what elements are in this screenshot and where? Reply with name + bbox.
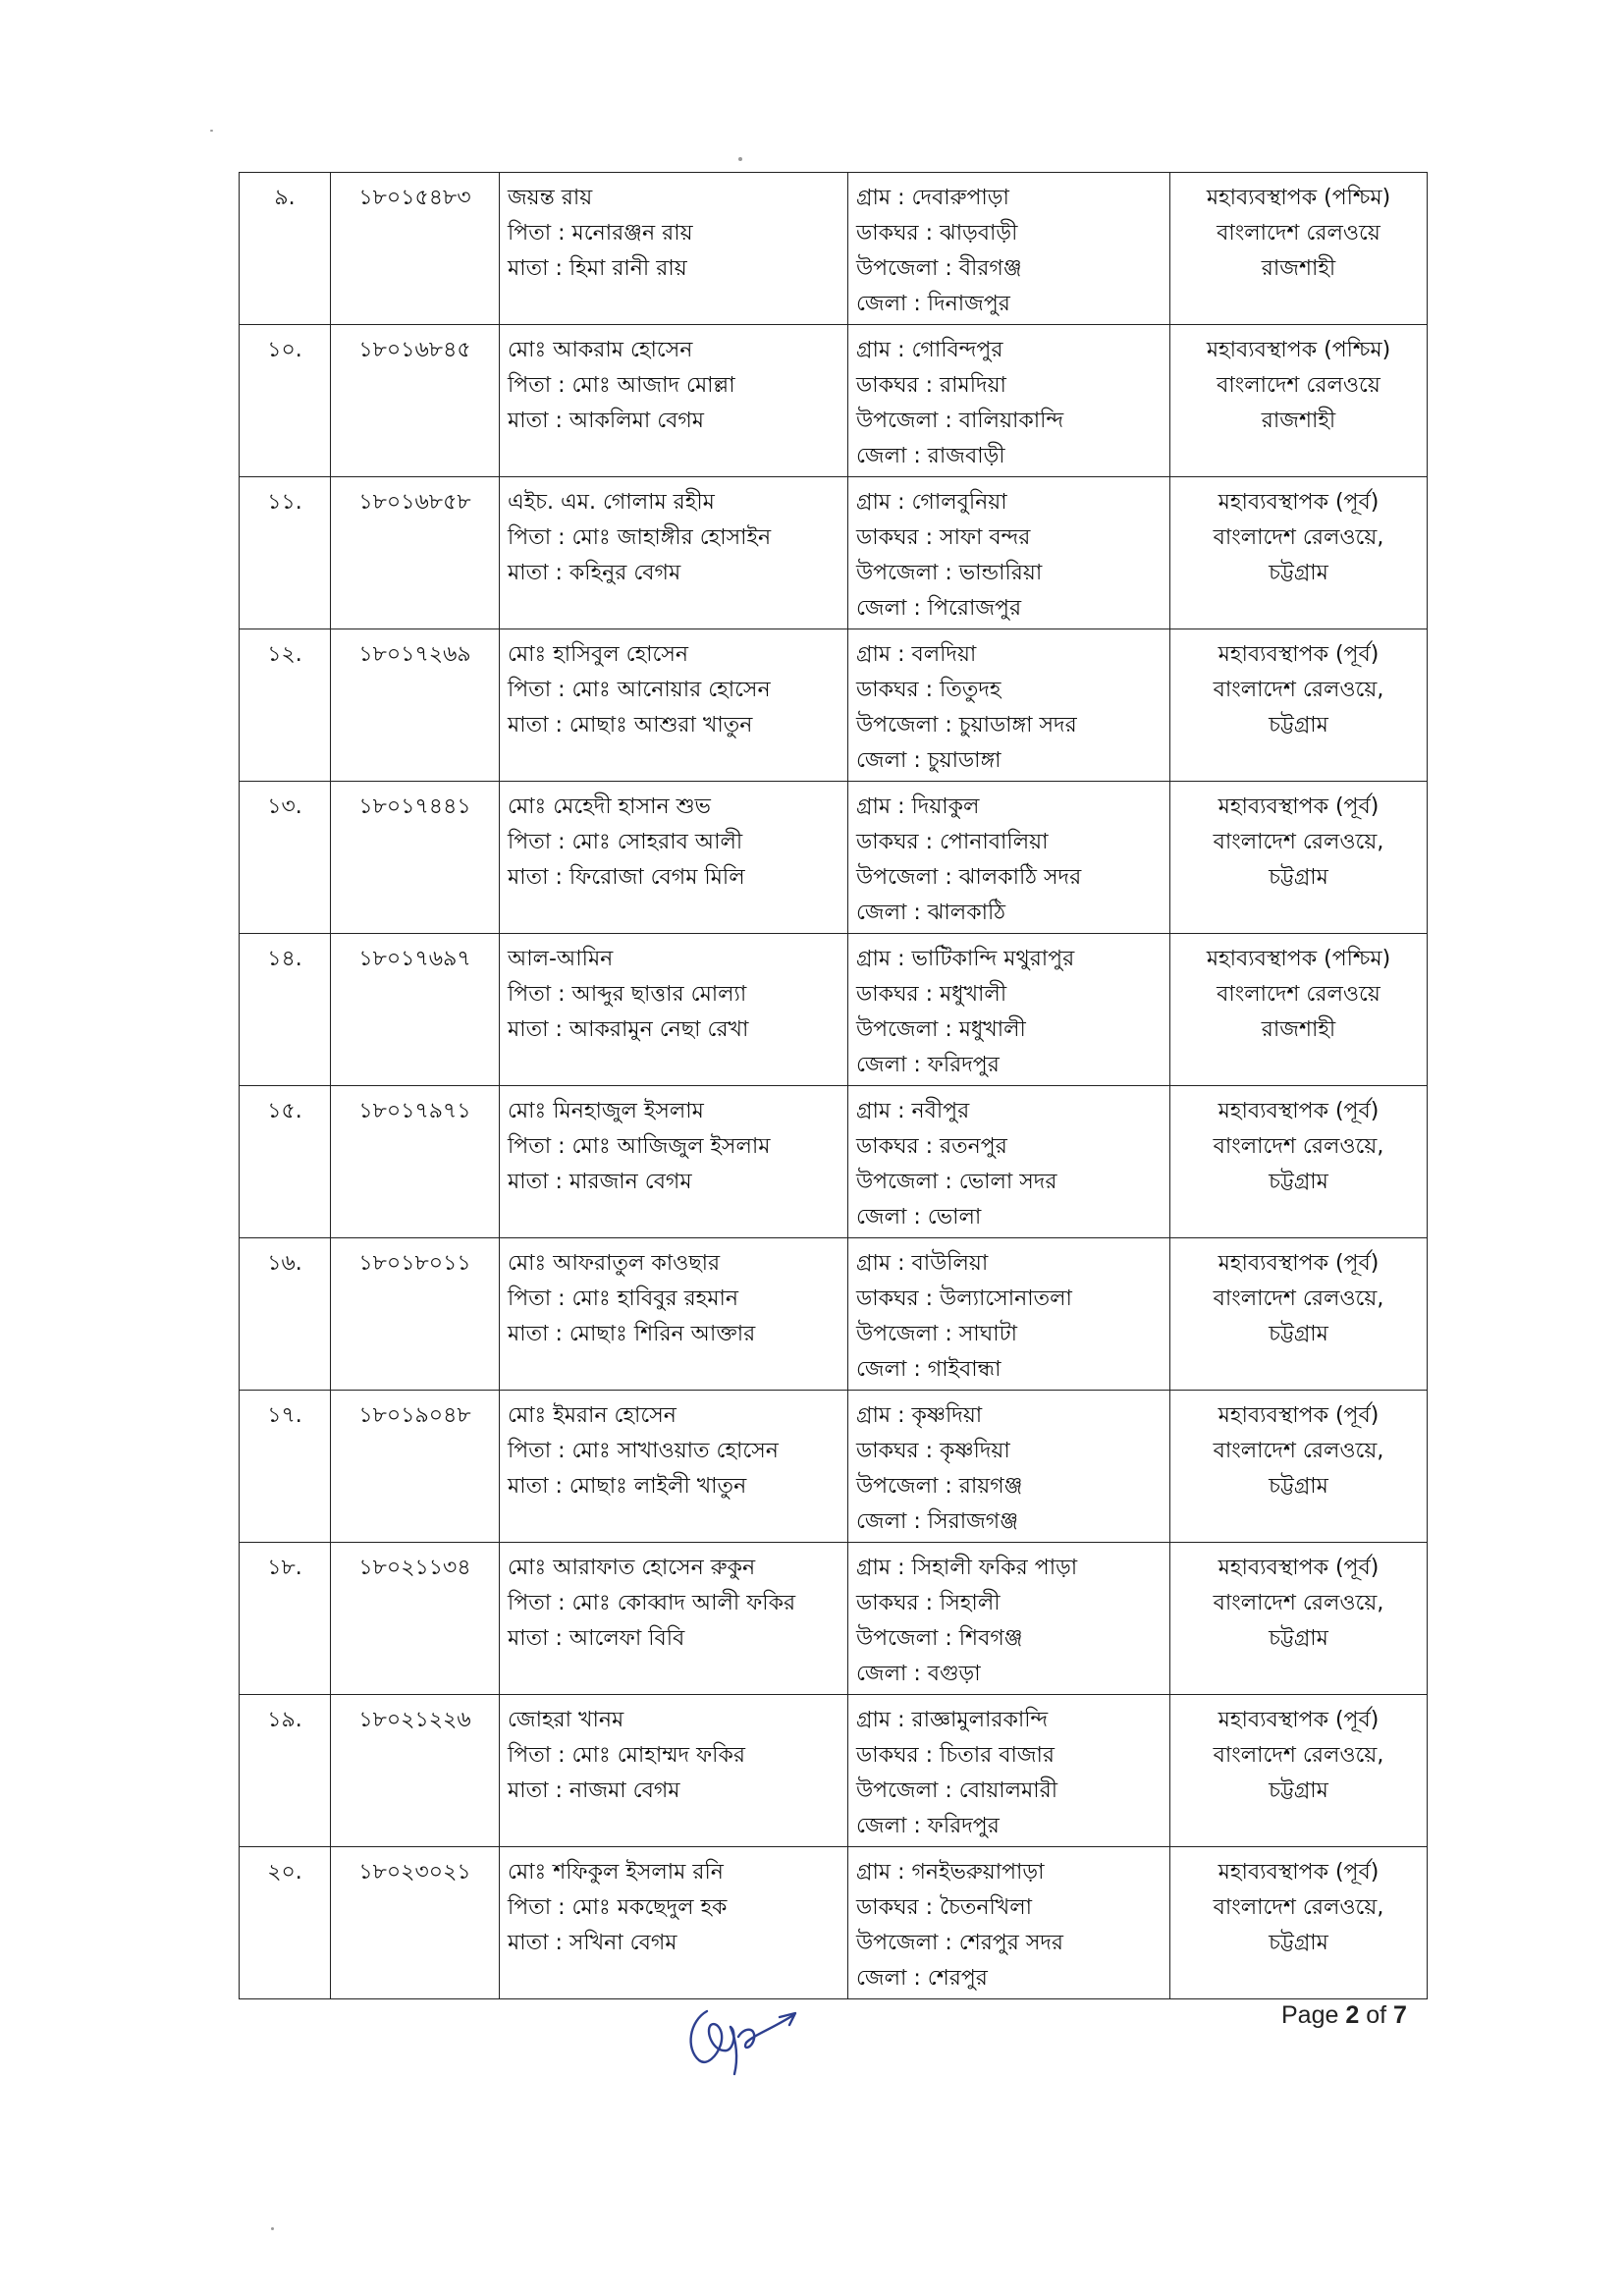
serial-number: ৯.: [274, 186, 296, 210]
father-name: পিতা : মোঃ আনোয়ার হোসেন: [508, 678, 771, 702]
father-name: পিতা : মোঃ জাহাঙ্গীর হোসাইন: [508, 525, 772, 550]
address-upazila: উপজেলা : শিবগঞ্জ: [856, 1626, 1023, 1651]
office-line-2: বাংলাদেশ রেলওয়ে,: [1213, 1439, 1384, 1463]
table-row: [240, 1238, 1428, 1391]
address-village: গ্রাম : বাউলিয়া: [856, 1251, 989, 1276]
address-post-office: ডাকঘর : চৈতনখিলা: [856, 1895, 1032, 1920]
roll-cell: [331, 629, 500, 782]
address-village: গ্রাম : কৃষ্ণদিয়া: [856, 1403, 983, 1428]
table-row: [240, 1847, 1428, 1999]
address-cell: [848, 1543, 1170, 1695]
table-row: [240, 934, 1428, 1086]
roll-cell: [331, 1391, 500, 1543]
table-row: [240, 1695, 1428, 1847]
mother-name: মাতা : ফিরোজা বেগম মিলি: [508, 865, 745, 890]
office-line-3: চট্টগ্রাম: [1269, 1322, 1328, 1346]
scan-speck: [210, 130, 213, 132]
address-village: গ্রাম : নবীপুর: [856, 1099, 970, 1123]
address-district: জেলা : বগুড়া: [856, 1662, 981, 1686]
office-line-2: বাংলাদেশ রেলওয়ে,: [1213, 525, 1384, 550]
address-upazila: উপজেলা : ভোলা সদর: [856, 1170, 1057, 1194]
serial-number: ১২.: [267, 642, 302, 667]
office-line-1: মহাব্যবস্থাপক (পশ্চিম): [1206, 947, 1391, 971]
mother-name: মাতা : আলেফা বিবি: [508, 1626, 685, 1651]
mother-name: মাতা : কহিনুর বেগম: [508, 561, 681, 585]
address-district: জেলা : ফরিদপুর: [856, 1053, 1000, 1077]
page-word: Page: [1281, 2001, 1339, 2029]
address-post-office: ডাকঘর : রতনপুর: [856, 1134, 1007, 1159]
mother-name: মাতা : মোছাঃ আশুরা খাতুন: [508, 713, 753, 738]
office-line-3: চট্টগ্রাম: [1269, 1931, 1328, 1955]
candidate-name: এইচ. এম. গোলাম রহীম: [508, 490, 715, 515]
records-table-body: [240, 173, 1428, 1999]
candidate-name: মোঃ ইমরান হোসেন: [508, 1403, 677, 1428]
address-post-office: ডাকঘর : ঝাড়বাড়ী: [856, 221, 1018, 246]
address-cell: [848, 173, 1170, 325]
office-line-2: বাংলাদেশ রেলওয়ে,: [1213, 1134, 1384, 1159]
candidate-name: মোঃ মেহেদী হাসান শুভ: [508, 794, 711, 819]
address-cell: [848, 1086, 1170, 1238]
address-cell: [848, 1238, 1170, 1391]
father-name: পিতা : মোঃ আজিজুল ইসলাম: [508, 1134, 771, 1159]
signature-icon: [677, 1992, 815, 2080]
table-row: [240, 477, 1428, 629]
of-word: of: [1366, 2001, 1387, 2029]
address-upazila: উপজেলা : বালিয়াকান্দি: [856, 409, 1064, 433]
serial-cell: [240, 1391, 331, 1543]
address-upazila: উপজেলা : চুয়াডাঙ্গা সদর: [856, 713, 1077, 738]
office-line-2: বাংলাদেশ রেলওয়ে: [1217, 373, 1380, 398]
address-village: গ্রাম : দিয়াকুল: [856, 794, 980, 819]
current-page: 2: [1345, 2001, 1360, 2029]
name-cell: [500, 934, 848, 1086]
roll-cell: [331, 1847, 500, 1999]
roll-cell: [331, 934, 500, 1086]
serial-number: ২০.: [267, 1860, 302, 1885]
name-cell: [500, 629, 848, 782]
address-village: গ্রাম : গোলবুনিয়া: [856, 490, 1007, 515]
serial-number: ১৬.: [267, 1251, 302, 1276]
address-post-office: ডাকঘর : তিতুদহ: [856, 678, 1001, 702]
address-upazila: উপজেলা : রায়গঞ্জ: [856, 1474, 1023, 1499]
office-cell: [1170, 1847, 1428, 1999]
office-line-3: চট্টগ্রাম: [1269, 1626, 1328, 1651]
roll-number: ১৮০১৫৪৮৩: [358, 186, 471, 210]
address-district: জেলা : সিরাজগঞ্জ: [856, 1509, 1018, 1534]
address-upazila: উপজেলা : বীরগঞ্জ: [856, 256, 1022, 281]
office-line-2: বাংলাদেশ রেলওয়ে: [1217, 221, 1380, 246]
serial-cell: [240, 1238, 331, 1391]
name-cell: [500, 477, 848, 629]
roll-cell: [331, 173, 500, 325]
candidate-name: জয়ন্ত রায়: [508, 186, 593, 210]
address-district: জেলা : ঝালকাঠি: [856, 901, 1006, 925]
address-district: জেলা : দিনাজপুর: [856, 292, 1010, 316]
address-district: জেলা : শেরপুর: [856, 1966, 988, 1991]
father-name: পিতা : মোঃ হাবিবুর রহমান: [508, 1286, 738, 1311]
office-line-3: রাজশাহী: [1261, 256, 1336, 281]
name-cell: [500, 1847, 848, 1999]
office-line-1: মহাব্যবস্থাপক (পূর্ব): [1218, 1556, 1380, 1580]
office-line-1: মহাব্যবস্থাপক (পূর্ব): [1218, 1251, 1380, 1276]
table-row: [240, 1543, 1428, 1695]
serial-cell: [240, 1847, 331, 1999]
address-cell: [848, 1391, 1170, 1543]
address-upazila: উপজেলা : মধুখালী: [856, 1017, 1026, 1042]
address-post-office: ডাকঘর : সিহালী: [856, 1591, 1001, 1615]
office-cell: [1170, 173, 1428, 325]
mother-name: মাতা : হিমা রানী রায়: [508, 256, 687, 281]
address-cell: [848, 477, 1170, 629]
office-line-1: মহাব্যবস্থাপক (পূর্ব): [1218, 794, 1380, 819]
address-cell: [848, 629, 1170, 782]
father-name: পিতা : মোঃ আজাদ মোল্লা: [508, 373, 735, 398]
roll-cell: [331, 1695, 500, 1847]
office-line-3: চট্টগ্রাম: [1269, 561, 1328, 585]
candidate-name: আল-আমিন: [508, 947, 614, 971]
father-name: পিতা : মোঃ সোহরাব আলী: [508, 830, 743, 854]
mother-name: মাতা : সখিনা বেগম: [508, 1931, 677, 1955]
office-line-2: বাংলাদেশ রেলওয়ে,: [1213, 830, 1384, 854]
serial-cell: [240, 1086, 331, 1238]
office-line-2: বাংলাদেশ রেলওয়ে,: [1213, 1895, 1384, 1920]
address-upazila: উপজেলা : সাঘাটা: [856, 1322, 1018, 1346]
address-cell: [848, 782, 1170, 934]
roll-number: ১৮০১৭৬৯৭: [358, 947, 471, 971]
address-cell: [848, 325, 1170, 477]
father-name: পিতা : মোঃ মোহাম্মদ ফকির: [508, 1743, 745, 1768]
office-cell: [1170, 1086, 1428, 1238]
address-cell: [848, 1847, 1170, 1999]
office-line-3: চট্টগ্রাম: [1269, 865, 1328, 890]
address-district: জেলা : রাজবাড়ী: [856, 444, 1005, 468]
address-post-office: ডাকঘর : চিতার বাজার: [856, 1743, 1055, 1768]
address-village: গ্রাম : ভাটিকান্দি মথুরাপুর: [856, 947, 1075, 971]
address-village: গ্রাম : সিহালী ফকির পাড়া: [856, 1556, 1078, 1580]
records-table: [239, 172, 1428, 1999]
table-row: [240, 1391, 1428, 1543]
address-upazila: উপজেলা : ঝালকাঠি সদর: [856, 865, 1082, 890]
roll-cell: [331, 477, 500, 629]
office-line-2: বাংলাদেশ রেলওয়ে,: [1213, 1743, 1384, 1768]
office-line-1: মহাব্যবস্থাপক (পশ্চিম): [1206, 338, 1391, 362]
name-cell: [500, 1086, 848, 1238]
roll-cell: [331, 782, 500, 934]
office-line-2: বাংলাদেশ রেলওয়ে,: [1213, 678, 1384, 702]
office-line-1: মহাব্যবস্থাপক (পূর্ব): [1218, 642, 1380, 667]
father-name: পিতা : আব্দুর ছাত্তার মোল্যা: [508, 982, 747, 1007]
father-name: পিতা : মোঃ সাখাওয়াত হোসেন: [508, 1439, 779, 1463]
office-cell: [1170, 1391, 1428, 1543]
serial-number: ১৯.: [267, 1708, 302, 1732]
mother-name: মাতা : আকরামুন নেছা রেখা: [508, 1017, 749, 1042]
address-village: গ্রাম : দেবারুপাড়া: [856, 186, 1009, 210]
office-line-1: মহাব্যবস্থাপক (পূর্ব): [1218, 1708, 1380, 1732]
office-line-3: রাজশাহী: [1261, 1017, 1336, 1042]
office-cell: [1170, 325, 1428, 477]
serial-number: ১১.: [267, 490, 302, 515]
name-cell: [500, 782, 848, 934]
serial-number: ১৪.: [267, 947, 302, 971]
mother-name: মাতা : মারজান বেগম: [508, 1170, 692, 1194]
roll-cell: [331, 1238, 500, 1391]
total-pages: 7: [1393, 2001, 1407, 2029]
address-post-office: ডাকঘর : রামদিয়া: [856, 373, 1006, 398]
serial-cell: [240, 173, 331, 325]
address-upazila: উপজেলা : শেরপুর সদর: [856, 1931, 1064, 1955]
name-cell: [500, 1238, 848, 1391]
serial-number: ১০.: [267, 338, 302, 362]
serial-cell: [240, 325, 331, 477]
office-line-2: বাংলাদেশ রেলওয়ে: [1217, 982, 1380, 1007]
office-cell: [1170, 782, 1428, 934]
candidate-name: মোঃ আরাফাত হোসেন রুকুন: [508, 1556, 756, 1580]
father-name: পিতা : মোঃ মকছেদুল হক: [508, 1895, 728, 1920]
office-cell: [1170, 1695, 1428, 1847]
office-line-3: চট্টগ্রাম: [1269, 713, 1328, 738]
page-number: [1281, 2001, 1407, 2030]
mother-name: মাতা : মোছাঃ লাইলী খাতুন: [508, 1474, 747, 1499]
office-cell: [1170, 1238, 1428, 1391]
office-cell: [1170, 629, 1428, 782]
scan-speck: [738, 157, 742, 161]
address-village: গ্রাম : গোবিন্দপুর: [856, 338, 1003, 362]
name-cell: [500, 173, 848, 325]
table-row: [240, 629, 1428, 782]
roll-number: ১৮০১৭৯৭১: [358, 1099, 471, 1123]
address-cell: [848, 934, 1170, 1086]
serial-number: ১৮.: [267, 1556, 302, 1580]
office-line-1: মহাব্যবস্থাপক (পশ্চিম): [1206, 186, 1391, 210]
table-row: [240, 1086, 1428, 1238]
roll-number: ১৮০২১২২৬: [358, 1708, 471, 1732]
name-cell: [500, 1543, 848, 1695]
roll-cell: [331, 1543, 500, 1695]
office-line-2: বাংলাদেশ রেলওয়ে,: [1213, 1286, 1384, 1311]
roll-cell: [331, 325, 500, 477]
serial-cell: [240, 782, 331, 934]
name-cell: [500, 1391, 848, 1543]
serial-number: ১৫.: [267, 1099, 302, 1123]
address-village: গ্রাম : রাজ্ঞামুলারকান্দি: [856, 1708, 1049, 1732]
office-line-3: চট্টগ্রাম: [1269, 1778, 1328, 1803]
candidate-name: মোঃ আকরাম হোসেন: [508, 338, 693, 362]
mother-name: মাতা : নাজমা বেগম: [508, 1778, 680, 1803]
address-post-office: ডাকঘর : মধুখালী: [856, 982, 1007, 1007]
office-cell: [1170, 934, 1428, 1086]
address-upazila: উপজেলা : বোয়ালমারী: [856, 1778, 1058, 1803]
address-village: গ্রাম : বলদিয়া: [856, 642, 977, 667]
roll-cell: [331, 1086, 500, 1238]
serial-cell: [240, 629, 331, 782]
serial-cell: [240, 477, 331, 629]
address-district: জেলা : ভোলা: [856, 1205, 982, 1230]
serial-number: ১৭.: [267, 1403, 302, 1428]
table-row: [240, 325, 1428, 477]
name-cell: [500, 325, 848, 477]
candidate-name: মোঃ শফিকুল ইসলাম রনি: [508, 1860, 724, 1885]
address-post-office: ডাকঘর : কৃষ্ণদিয়া: [856, 1439, 1010, 1463]
office-line-1: মহাব্যবস্থাপক (পূর্ব): [1218, 490, 1380, 515]
roll-number: ১৮০১৮০১১: [358, 1251, 471, 1276]
father-name: পিতা : মোঃ কোব্বাদ আলী ফকির: [508, 1591, 796, 1615]
roll-number: ১৮০২৩০২১: [358, 1860, 471, 1885]
roll-number: ১৮০২১১৩৪: [358, 1556, 471, 1580]
name-cell: [500, 1695, 848, 1847]
address-district: জেলা : ফরিদপুর: [856, 1814, 1000, 1838]
serial-cell: [240, 1695, 331, 1847]
serial-cell: [240, 1543, 331, 1695]
table-row: [240, 173, 1428, 325]
office-line-3: চট্টগ্রাম: [1269, 1170, 1328, 1194]
candidate-name: জোহরা খানম: [508, 1708, 624, 1732]
scan-speck: [271, 2227, 274, 2230]
father-name: পিতা : মনোরঞ্জন রায়: [508, 221, 693, 246]
address-post-office: ডাকঘর : পোনাবালিয়া: [856, 830, 1049, 854]
serial-number: ১৩.: [267, 794, 302, 819]
office-line-3: চট্টগ্রাম: [1269, 1474, 1328, 1499]
roll-number: ১৮০১৭৪৪১: [358, 794, 471, 819]
candidate-name: মোঃ আফরাতুল কাওছার: [508, 1251, 721, 1276]
office-cell: [1170, 1543, 1428, 1695]
address-cell: [848, 1695, 1170, 1847]
office-line-1: মহাব্যবস্থাপক (পূর্ব): [1218, 1403, 1380, 1428]
office-line-1: মহাব্যবস্থাপক (পূর্ব): [1218, 1860, 1380, 1885]
address-post-office: ডাকঘর : সাফা বন্দর: [856, 525, 1031, 550]
roll-number: ১৮০১৯০৪৮: [358, 1403, 471, 1428]
roll-number: ১৮০১৭২৬৯: [358, 642, 471, 667]
address-district: জেলা : পিরোজপুর: [856, 596, 1022, 621]
mother-name: মাতা : আকলিমা বেগম: [508, 409, 705, 433]
serial-cell: [240, 934, 331, 1086]
office-line-1: মহাব্যবস্থাপক (পূর্ব): [1218, 1099, 1380, 1123]
address-district: জেলা : চুয়াডাঙ্গা: [856, 748, 1001, 773]
address-district: জেলা : গাইবান্ধা: [856, 1357, 1001, 1382]
address-post-office: ডাকঘর : উল্যাসোনাতলা: [856, 1286, 1072, 1311]
roll-number: ১৮০১৬৮৪৫: [358, 338, 471, 362]
address-upazila: উপজেলা : ভান্ডারিয়া: [856, 561, 1043, 585]
candidate-name: মোঃ হাসিবুল হোসেন: [508, 642, 689, 667]
office-cell: [1170, 477, 1428, 629]
address-village: গ্রাম : গনইভরুয়াপাড়া: [856, 1860, 1045, 1885]
candidate-name: মোঃ মিনহাজুল ইসলাম: [508, 1099, 704, 1123]
mother-name: মাতা : মোছাঃ শিরিন আক্তার: [508, 1322, 756, 1346]
office-line-3: রাজশাহী: [1261, 409, 1336, 433]
table-row: [240, 782, 1428, 934]
roll-number: ১৮০১৬৮৫৮: [358, 490, 471, 515]
office-line-2: বাংলাদেশ রেলওয়ে,: [1213, 1591, 1384, 1615]
